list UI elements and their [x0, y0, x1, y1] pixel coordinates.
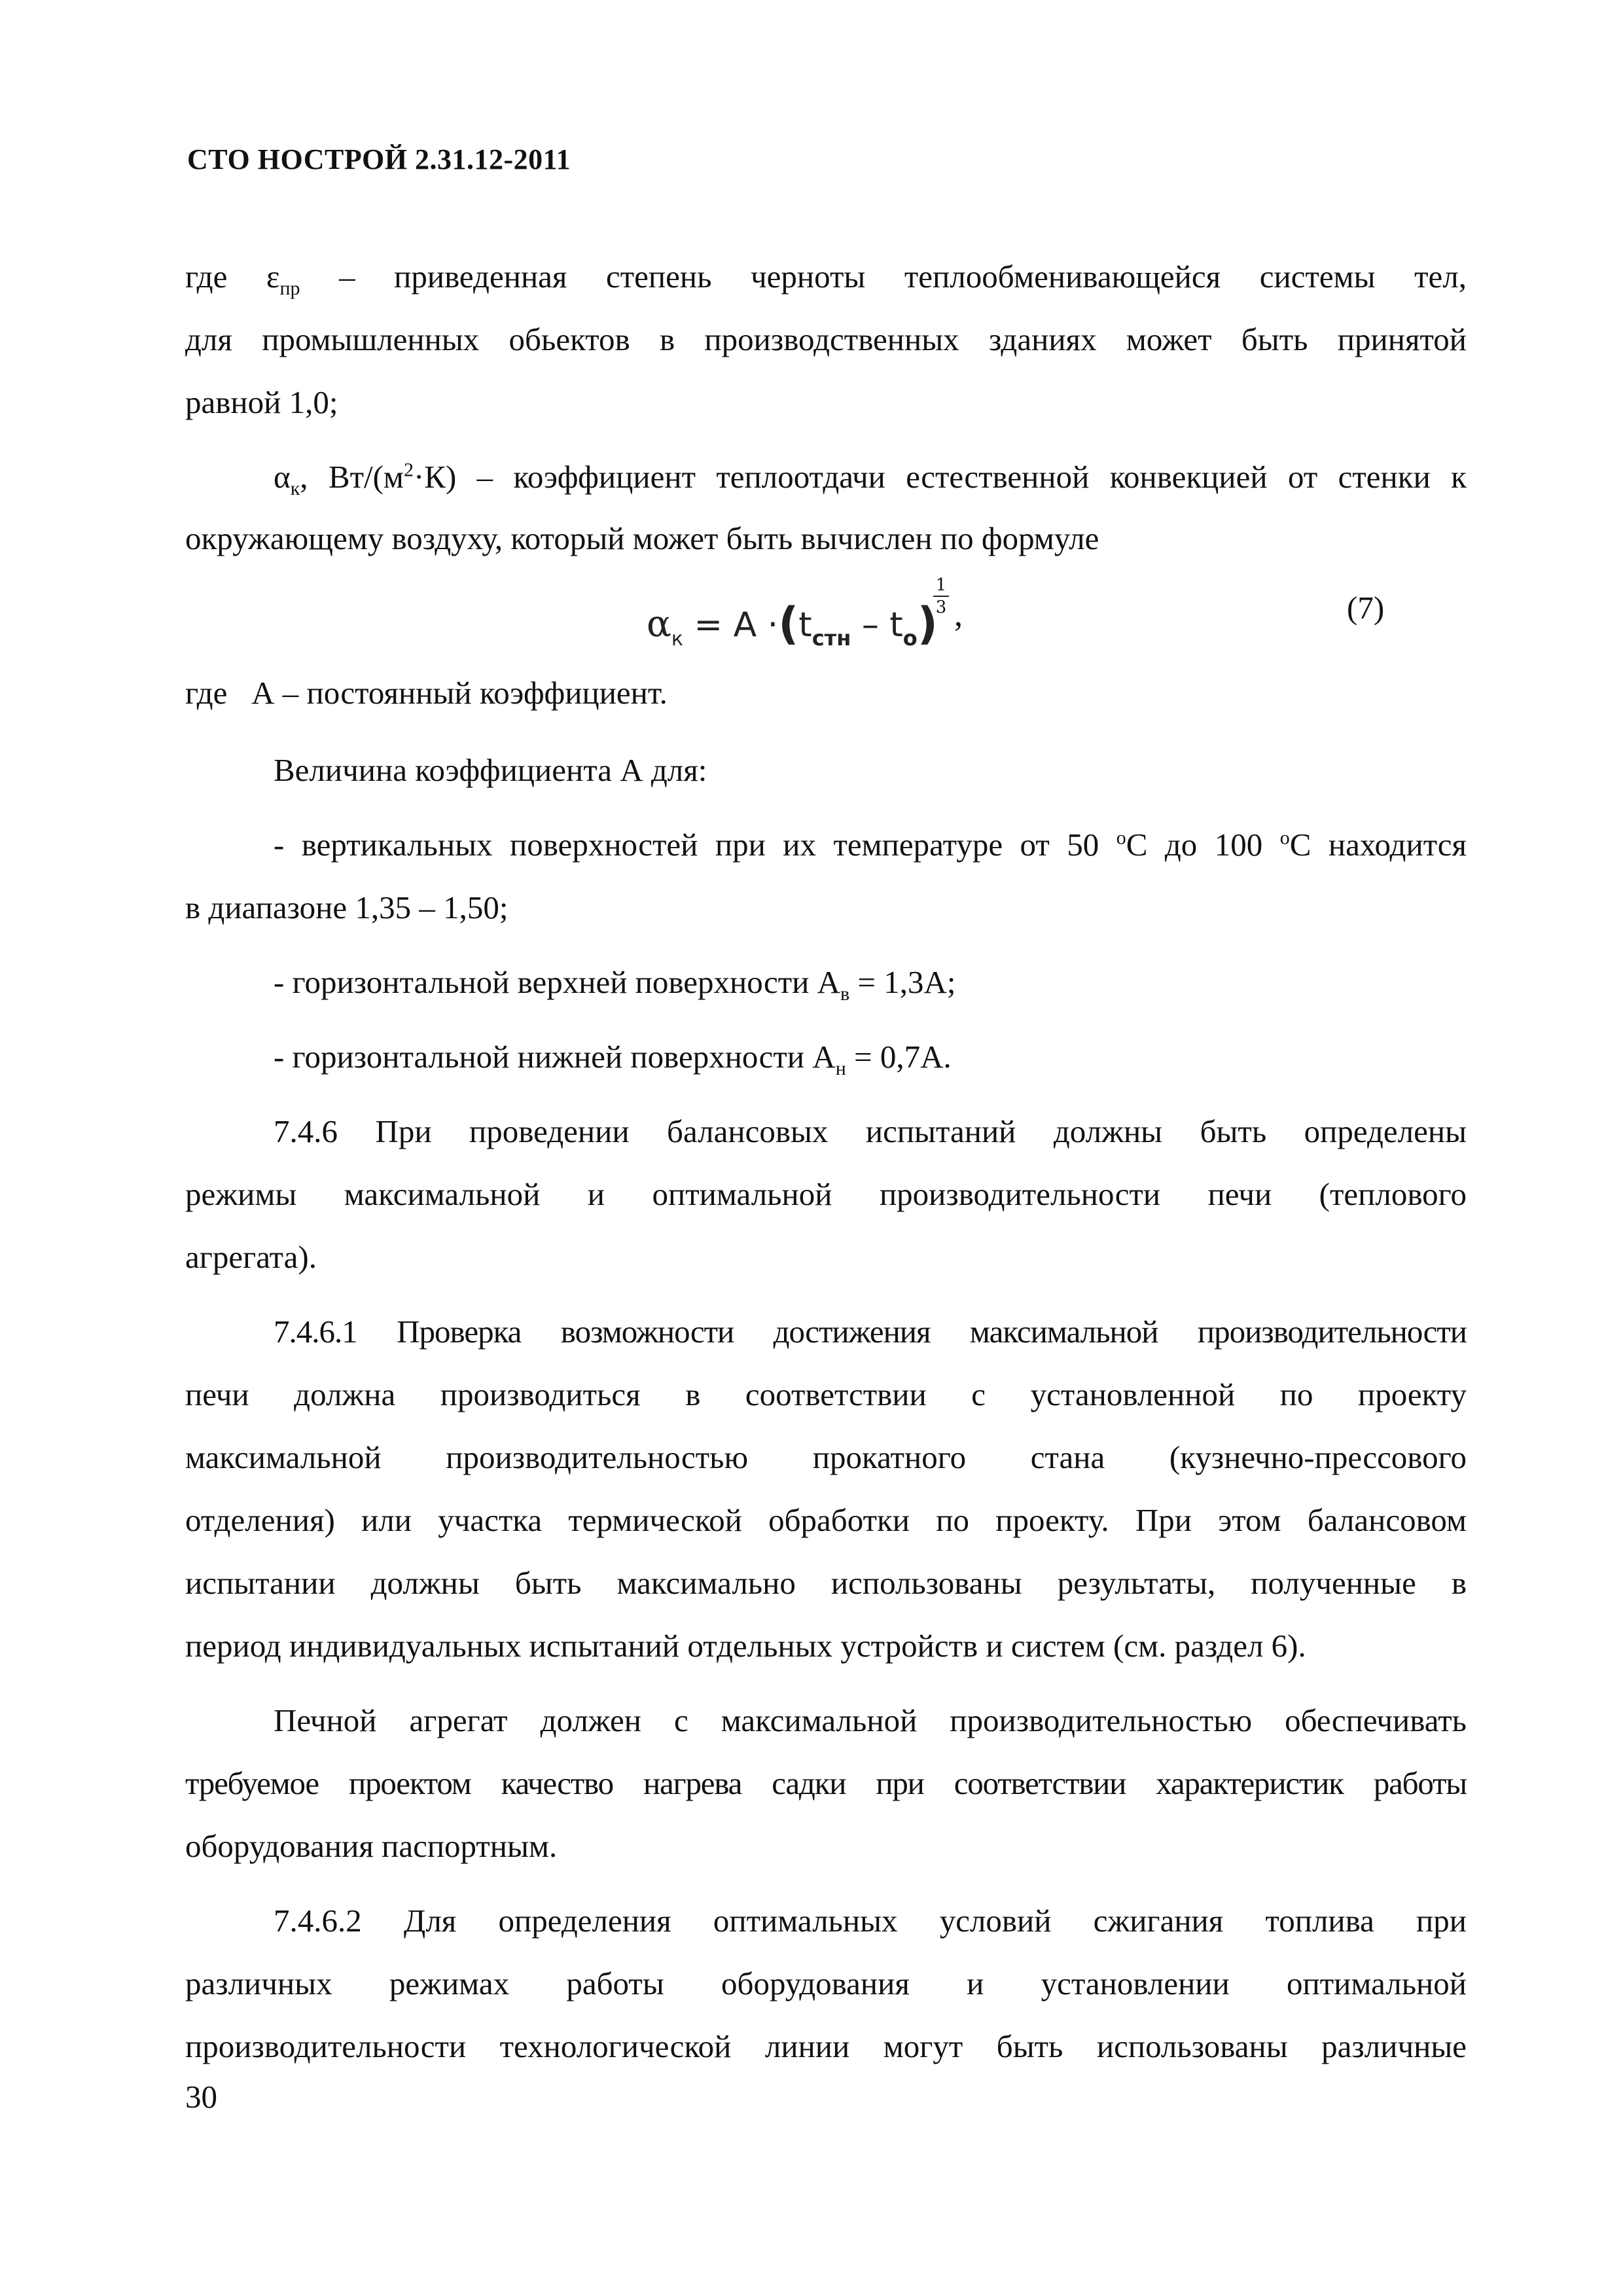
paragraph-8-line-2: режимы максимальной и оптимальной производительности печи (теплового: [185, 1176, 1467, 1212]
subscript: н: [835, 1057, 846, 1079]
formula-paren: (: [778, 598, 799, 650]
formula-var: t: [798, 605, 812, 645]
formula-exponent: [933, 576, 949, 617]
formula-subscript: к: [671, 628, 683, 651]
text-span: - горизонтальной верхней поверхности А: [274, 964, 840, 1000]
paragraph-1-line-2: для промышленных обьектов в производственных зданиях может быть принятой: [185, 321, 1467, 357]
paragraph-11-line-3: производительности технологической линии могут быть использованы различные: [185, 2028, 1467, 2064]
text-span: – приведенная степень черноты теплообменивающейся системы тел,: [300, 259, 1467, 295]
formula-operator: = A ·: [683, 605, 779, 645]
subscript: к: [290, 477, 300, 499]
paragraph-8-line-1: 7.4.6 При проведении балансовых испытаний должны быть определены: [274, 1113, 1467, 1149]
exponent-numerator: 1: [935, 575, 947, 595]
paragraph-9-line-6: период индивидуальных испытаний отдельных устройств и систем (см. раздел 6).: [185, 1628, 1306, 1664]
text-span: где ε: [185, 259, 280, 295]
text-span: , Вт/(м: [300, 459, 404, 495]
equation-number: (7): [1347, 590, 1385, 626]
page-number: 30: [185, 2079, 217, 2115]
paragraph-9-line-2: печи должна производиться в соответствии с установленной по проекту: [185, 1376, 1467, 1412]
text-span: ·К) – коэффициент теплоотдачи естественной конвекцией от стенки к: [413, 459, 1467, 495]
superscript: о: [1116, 827, 1126, 849]
superscript: о: [1279, 827, 1290, 849]
formula-subscript: стн: [812, 626, 851, 651]
paragraph-3: где А – постоянный коэффициент.: [185, 675, 668, 711]
text-span: α: [274, 459, 291, 495]
document-header: СТО НОСТРОЙ 2.31.12-2011: [187, 143, 571, 175]
fraction-bar: [933, 596, 949, 597]
text-span: - горизонтальной нижней поверхности А: [274, 1039, 836, 1075]
paragraph-4: Величина коэффициента А для:: [274, 752, 707, 788]
paragraph-2-line-1: [274, 445, 1467, 509]
paragraph-11-line-1: 7.4.6.2 Для определения оптимальных условий сжигания топлива при: [274, 1903, 1467, 1939]
formula-body: [647, 596, 938, 651]
paragraph-7: [274, 1025, 1467, 1088]
paragraph-9-line-4: отделения) или участка термической обработки по проекту. При этом балансовом: [185, 1502, 1467, 1538]
superscript: 2: [403, 459, 414, 481]
text-span: - вертикальных поверхностей при их температуре от 50: [274, 827, 1116, 863]
paragraph-6: [274, 950, 1467, 1014]
paragraph-1-line-3: равной 1,0;: [185, 384, 338, 420]
paragraph-5-line-2: в диапазоне 1,35 – 1,50;: [185, 889, 508, 925]
text-span: = 1,3А;: [849, 964, 956, 1000]
paragraph-1-line-1: [185, 245, 1467, 308]
paragraph-2-line-2: окружающему воздуху, который может быть вычислен по формуле: [185, 520, 1099, 556]
paragraph-9-line-1: 7.4.6.1 Проверка возможности достижения максимальной производительности: [274, 1314, 1467, 1350]
exponent-denominator: 3: [935, 598, 947, 617]
paragraph-10-line-2: требуемое проектом качество нагрева садки при соответствии характеристик работы: [185, 1765, 1467, 1801]
text-span: С до 100: [1126, 827, 1280, 863]
paragraph-11-line-2: различных режимах работы оборудования и установлении оптимальной: [185, 1965, 1467, 2001]
formula-comma: ,: [954, 596, 963, 634]
paragraph-8-line-3: агрегата).: [185, 1239, 317, 1275]
formula-subscript: о: [902, 626, 918, 651]
alpha-symbol: α: [647, 603, 671, 645]
formula-operator: – t: [851, 605, 903, 645]
formula-7: [647, 576, 1039, 668]
text-span: = 0,7А.: [846, 1039, 952, 1075]
paragraph-5-line-1: [274, 813, 1467, 876]
formula-paren: ): [917, 598, 938, 650]
subscript: в: [840, 982, 850, 1005]
subscript: пр: [279, 277, 300, 299]
paragraph-9-line-3: максимальной производительностью прокатного стана (кузнечно-прессового: [185, 1439, 1467, 1475]
paragraph-9-line-5: испытании должны быть максимально использованы результаты, полученные в: [185, 1565, 1467, 1601]
paragraph-10-line-1: Печной агрегат должен с максимальной производительностью обеспечивать: [274, 1702, 1467, 1738]
paragraph-10-line-3: оборудования паспортным.: [185, 1828, 558, 1864]
text-span: С находится: [1289, 827, 1467, 863]
